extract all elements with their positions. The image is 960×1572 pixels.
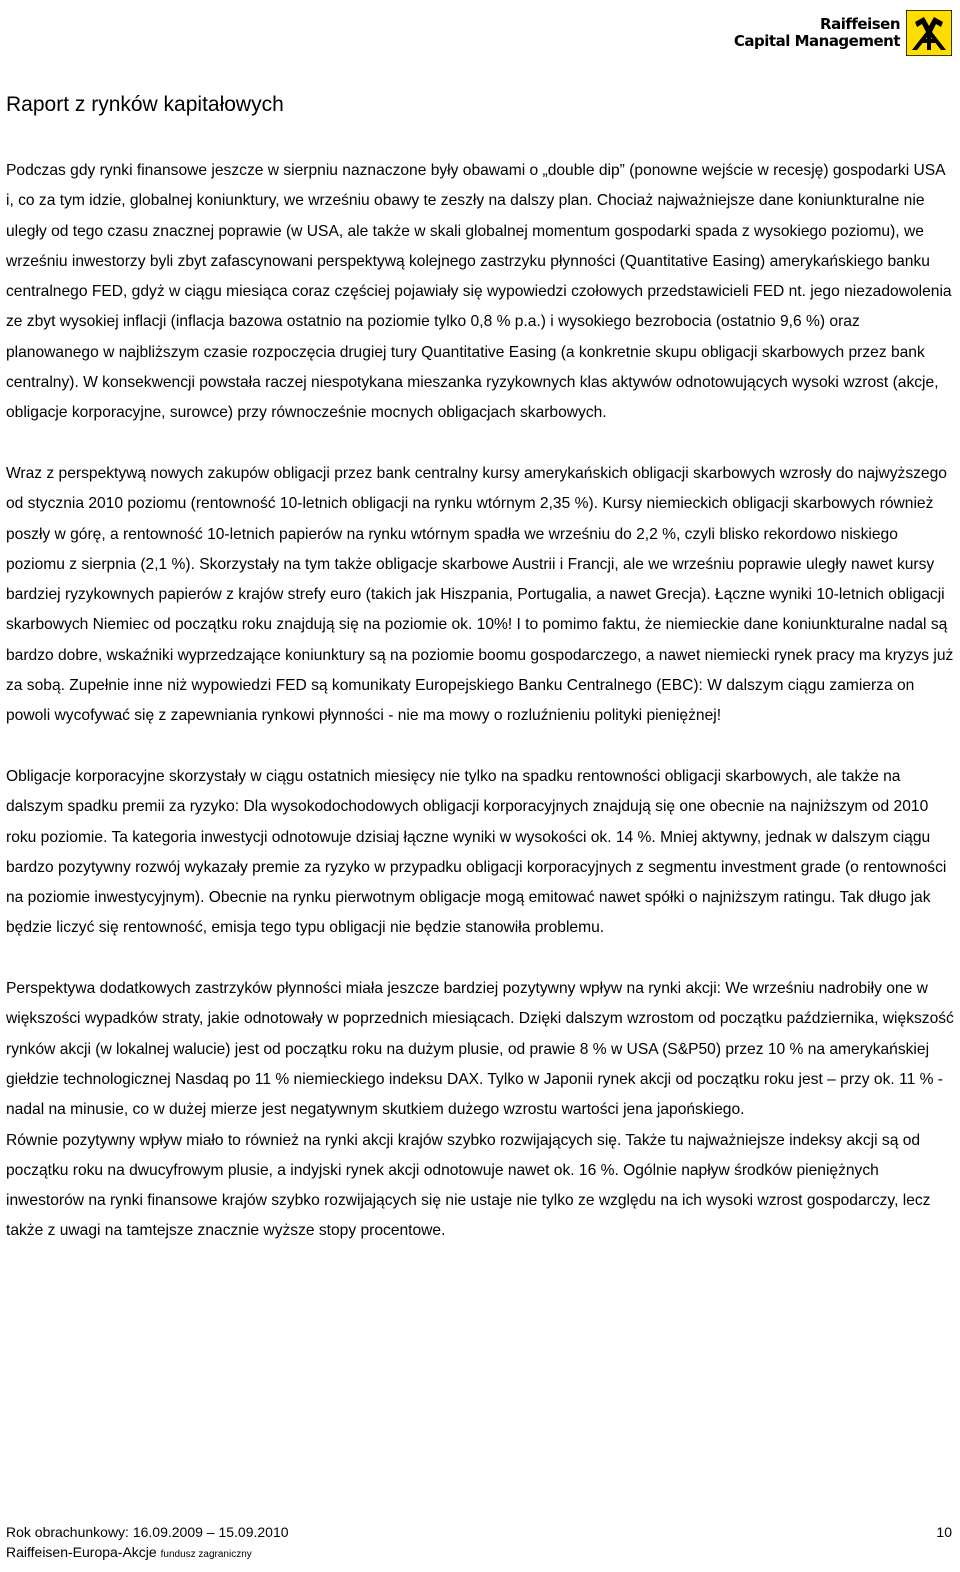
paragraph-corporate-bonds: Obligacje korporacyjne skorzystały w ciągu ostatnich miesięcy nie tylko na spadku rentowności obligacji skarbowych, ale także na dalszym spadku premii za ryzyko: Dla wysokodochodowych obligacji korporacyjnych znajdują się one obecnie na najniższym od 2010 roku poziomie. Ta kategoria inwestycji odnotowuje dzisiaj łączne wyniki w wysokości ok. 14 %. Mniej aktywny, jednak w dalszym ciągu bardzo pozytywny rozwój wykazały premie za ryzyko w przypadku obligacji korporacyjnych z segmentu investment grade (o rentowności na poziomie inwestycyjnym). Obecnie na rynku pierwotnym obligacje mogą emitować nawet spółki o najniższym ratingu. Tak długo jak będzie liczyć się rentowność, emisja tego typu obligacji nie będzie stanowiła problemu. xyxy=(6,767,947,937)
paragraph-emerging-markets: Równie pozytywny wpływ miało to również na rynki akcji krajów szybko rozwijających się. Także tu najważniejsze indeksy akcji są od początku roku na dwucyfrowym plusie, a indyjski rynek akcji odnotowuje nawet ok. 16 %. Ogólnie napływ środków pieniężnych inwestorów na rynki finansowe krajów szybko rozwijających się nie ustaje nie tylko ze względu na ich wysoki wzrost gospodarczy, lecz także z uwagi na tamtejsze znacznie wyższe stopy procentowe. xyxy=(6,1131,931,1240)
page-footer xyxy=(6,1522,952,1565)
page-title: Raport z rynków kapitałowych xyxy=(6,93,284,116)
logo-line2: Capital Management xyxy=(733,32,900,50)
fiscal-period: Rok obrachunkowy: 16.09.2009 – 15.09.2010 xyxy=(6,1524,289,1540)
fund-type: fundusz zagraniczny xyxy=(160,1549,252,1560)
header-logo xyxy=(734,8,952,58)
report-body xyxy=(6,156,954,1247)
paragraph-intro: Podczas gdy rynki finansowe jeszcze w sierpniu naznaczone były obawami o „double dip” (ponowne wejście w recesję) gospodarki USA i, co za tym idzie, globalnej koniunktury, we wrześniu obawy te zeszły na dalszy plan. Chociaż najważniejsze dane koniunkturalne nie uległy od tego czasu znacznej poprawie (w USA, ale także w skali globalnej momentum gospodarki spada z wysokiego poziomu), we wrześniu inwestorzy byli zbyt zafascynowani perspektywą kolejnego zastrzyku płynności (Quantitative Easing) amerykańskiego banku centralnego FED, gdyż w ciągu miesiąca coraz częściej pojawiały się wypowiedzi czołowych przedstawicieli FED nt. jego niezadowolenia ze zbyt wysokiej inflacji (inflacja bazowa ostatnio na poziomie tylko 0,8 % p.a.) i wysokiego bezrobocia (ostatnio 9,6 %) oraz planowanego w najbliższym czasie rozpoczęcia drugiej tury Quantitative Easing (a konkretnie skupu obligacji skarbowych przez bank centralny). W konsekwencji powstała raczej niespotykana mieszanka ryzykownych klas aktywów odnotowujących wysoki wzrost (akcje, obligacje korporacyjne, surowce) przy równocześnie mocnych obligacjach skarbowych. xyxy=(6,162,952,422)
logo-wordmark xyxy=(734,16,900,50)
logo-line1: Raiffeisen xyxy=(820,15,900,33)
paragraph-equities: Perspektywa dodatkowych zastrzyków płynności miała jeszcze bardziej pozytywny wpływ na rynki akcji: We wrześniu nadrobiły one w większości wypadków straty, jakie odnotowały w poprzednich miesiącach. Dzięki dalszym wzrostom od początku października, większość rynków akcji (w lokalnej walucie) jest od początku roku na dużym plusie, od prawie 8 % w USA (S&P50) przez 10 % na amerykańskiej giełdzie technologicznej Nasdaq po 11 % niemieckiego indeksu DAX. Tylko w Japonii rynek akcji od początku roku jest – przy ok. 11 % - nadal na minusie, co w dużej mierze jest negatywnym skutkiem dużego wzrostu wartości jena japońskiego. xyxy=(6,980,954,1119)
paragraph-treasury-bonds: Wraz z perspektywą nowych zakupów obligacji przez bank centralny kursy amerykańskich obligacji skarbowych wzrosły do najwyższego od stycznia 2010 poziomu (rentowność 10-letnich obligacji na rynku wtórnym 2,35 %). Kursy niemieckich obligacji skarbowych również poszły w górę, a rentowność 10-letnich papierów na rynku wtórnym spadła we wrześniu do 2,2 %, czyli blisko rekordowo niskiego poziomu z sierpnia (2,1 %). Skorzystały na tym także obligacje skarbowe Austrii i Francji, ale we wrześniu poprawie uległy nawet kursy bardziej ryzykownych papierów z krajów strefy euro (takich jak Hiszpania, Portugalia, a nawet Grecja). Łączne wyniki 10-letnich obligacji skarbowych Niemiec od początku roku znajdują się na poziomie ok. 10%! I to pomimo faktu, że niemieckie dane koniunkturalne nadal są bardzo dobre, wskaźniki wyprzedzające koniunktury są na poziomie boomu gospodarczego, a nawet niemiecki rynek pracy ma kryzys już za sobą. Zupełnie inne niż wypowiedzi FED są komunikaty Europejskiego Banku Centralnego (EBC): W dalszym ciągu zamierza on powoli wycofywać się z zapewniania rynkowi płynności - nie ma mowy o rozluźnieniu polityki pieniężnej! xyxy=(6,464,954,725)
page-number: 10 xyxy=(936,1524,952,1540)
fund-name: Raiffeisen-Europa-Akcje xyxy=(6,1544,157,1560)
fund-label xyxy=(6,1542,952,1565)
raiffeisen-gable-cross-icon xyxy=(906,10,952,56)
